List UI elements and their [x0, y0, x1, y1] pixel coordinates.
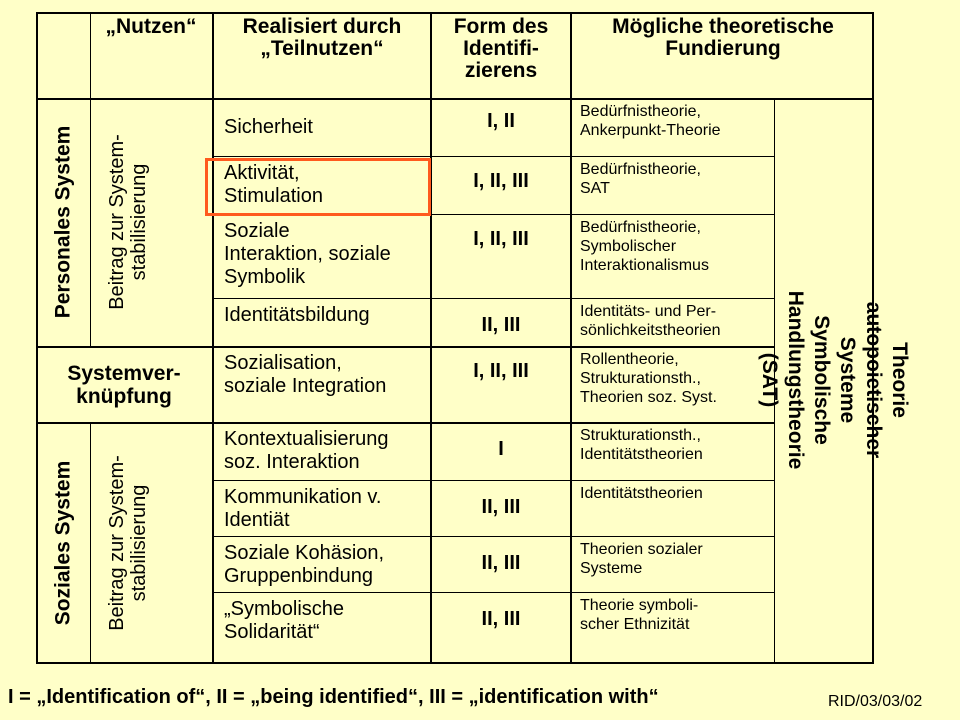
group-personales-sub: Beitrag zur System- stabilisierung	[106, 134, 150, 310]
row-7-theory: Identitätstheorien	[580, 485, 703, 502]
row-3-realized: Soziale Interaktion, soziale Symbolik	[224, 220, 391, 288]
footer-legend: I = „Identification of“, II = „being identified“, III = „identification with“	[8, 686, 659, 708]
side-theory-label: Theorie autopoietischer Systeme Symbolische Handlungstheorie (SAT)	[758, 290, 911, 470]
row-2-form: I, II, III	[473, 170, 529, 192]
divider	[212, 592, 774, 593]
row-9-form: II, III	[481, 608, 521, 630]
row-1-form: I, II	[487, 110, 515, 132]
header-form: Form des Identifi- zierens	[453, 15, 549, 82]
divider	[90, 422, 91, 664]
row-7-realized: Kommunikation v. Identiät	[224, 486, 382, 531]
row-3-theory: Bedürfnistheorie, Symbolischer Interaktionalismus	[580, 219, 709, 274]
row-1-realized: Sicherheit	[224, 116, 313, 138]
group-systemverknuepfung: Systemver- knüpfung	[67, 362, 181, 408]
row-5-form: I, II, III	[473, 360, 529, 382]
group-soziales-sub: Beitrag zur System- stabilisierung	[106, 455, 150, 631]
row-6-form: I	[498, 438, 504, 460]
divider	[90, 98, 91, 346]
row-9-theory: Theorie symboli- scher Ethnizität	[580, 597, 699, 633]
row-8-form: II, III	[481, 552, 521, 574]
highlight-box	[205, 158, 431, 216]
row-2-realized: Aktivität, Stimulation	[224, 162, 323, 207]
divider	[212, 536, 774, 537]
row-9-realized: „Symbolische Solidarität“	[224, 598, 345, 643]
group-soziales-system: Soziales System	[51, 460, 75, 626]
row-6-realized: Kontextualisierung soz. Interaktion	[224, 428, 389, 473]
header-realisiert: Realisiert durch „Teilnutzen“	[242, 15, 402, 60]
row-6-theory: Strukturationsth., Identitätstheorien	[580, 427, 703, 463]
row-3-form: I, II, III	[473, 228, 529, 250]
row-4-form: II, III	[481, 314, 521, 336]
row-1-theory: Bedürfnistheorie, Ankerpunkt-Theorie	[580, 103, 721, 139]
header-nutzen: „Nutzen“	[105, 15, 197, 38]
row-5-theory: Rollentheorie, Strukturationsth., Theorien soz. Syst.	[580, 351, 717, 406]
row-8-theory: Theorien sozialer Systeme	[580, 541, 703, 577]
divider	[212, 298, 774, 299]
row-2-theory: Bedürfnistheorie, SAT	[580, 161, 701, 197]
row-7-form: II, III	[481, 496, 521, 518]
row-4-realized: Identitätsbildung	[224, 304, 370, 326]
row-5-realized: Sozialisation, soziale Integration	[224, 352, 387, 397]
header-theorie: Mögliche theoretische Fundierung	[612, 15, 834, 60]
reference-id: RID/03/03/02	[828, 693, 923, 710]
row-4-theory: Identitäts- und Per- sönlichkeitstheorien	[580, 303, 721, 339]
row-8-realized: Soziale Kohäsion, Gruppenbindung	[224, 542, 385, 587]
divider	[212, 480, 774, 481]
group-personales-system: Personales System	[51, 125, 75, 319]
divider	[212, 156, 774, 157]
